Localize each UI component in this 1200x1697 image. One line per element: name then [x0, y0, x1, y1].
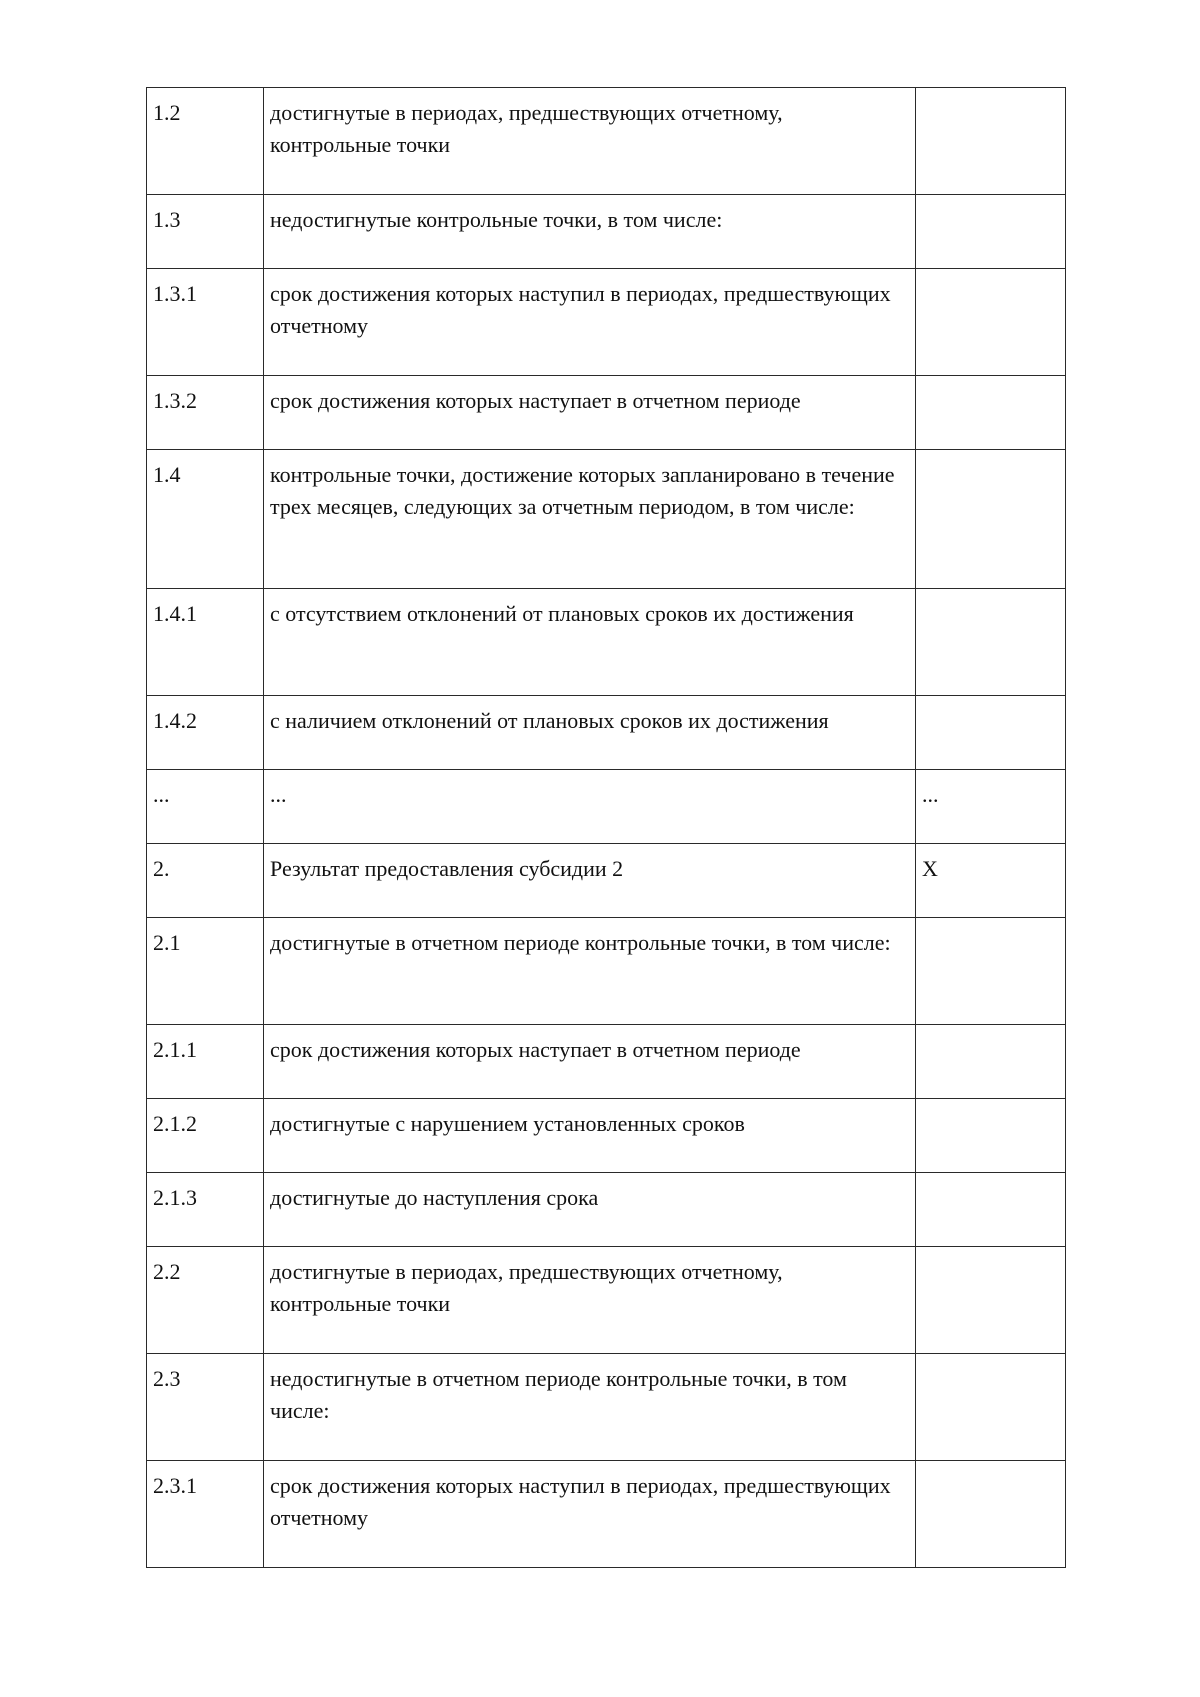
row-description: достигнутые в периодах, предшествующих отчетному, контрольные точки: [264, 88, 916, 195]
row-value: [916, 195, 1066, 269]
row-value: ...: [916, 770, 1066, 844]
row-number: 2.3.1: [147, 1461, 264, 1568]
row-number: 1.4: [147, 450, 264, 589]
row-value: [916, 376, 1066, 450]
row-value: X: [916, 844, 1066, 918]
row-number: 2.3: [147, 1354, 264, 1461]
row-number: 2.1.2: [147, 1099, 264, 1173]
row-number: 1.3: [147, 195, 264, 269]
row-value: [916, 918, 1066, 1025]
row-number: 1.2: [147, 88, 264, 195]
table-row: [147, 589, 1066, 696]
row-description: достигнутые до наступления срока: [264, 1173, 916, 1247]
row-number: 1.4.2: [147, 696, 264, 770]
row-number: 2.1.1: [147, 1025, 264, 1099]
row-description: ...: [264, 770, 916, 844]
table-row: [147, 770, 1066, 844]
row-description: недостигнутые контрольные точки, в том числе:: [264, 195, 916, 269]
row-value: [916, 1099, 1066, 1173]
table-row: [147, 269, 1066, 376]
row-description: достигнутые в отчетном периоде контрольные точки, в том числе:: [264, 918, 916, 1025]
row-description: с наличием отклонений от плановых сроков их достижения: [264, 696, 916, 770]
row-value: [916, 88, 1066, 195]
row-number: 2.1: [147, 918, 264, 1025]
table-row: [147, 1354, 1066, 1461]
row-description: достигнутые в периодах, предшествующих отчетному, контрольные точки: [264, 1247, 916, 1354]
row-description: срок достижения которых наступает в отчетном периоде: [264, 1025, 916, 1099]
row-number: 2.: [147, 844, 264, 918]
table-row: [147, 844, 1066, 918]
row-number: 2.2: [147, 1247, 264, 1354]
row-value: [916, 1354, 1066, 1461]
table-row: [147, 376, 1066, 450]
table-row: [147, 918, 1066, 1025]
row-number: ...: [147, 770, 264, 844]
row-value: [916, 1173, 1066, 1247]
row-number: 2.1.3: [147, 1173, 264, 1247]
table-row: [147, 88, 1066, 195]
control-points-table: [146, 87, 1066, 1568]
table-row: [147, 195, 1066, 269]
row-number: 1.4.1: [147, 589, 264, 696]
table-row: [147, 1099, 1066, 1173]
row-description: срок достижения которых наступает в отчетном периоде: [264, 376, 916, 450]
row-value: [916, 450, 1066, 589]
row-description: Результат предоставления субсидии 2: [264, 844, 916, 918]
row-value: [916, 1461, 1066, 1568]
table-row: [147, 1173, 1066, 1247]
row-value: [916, 269, 1066, 376]
row-value: [916, 1025, 1066, 1099]
row-description: достигнутые с нарушением установленных сроков: [264, 1099, 916, 1173]
table-row: [147, 1461, 1066, 1568]
row-value: [916, 589, 1066, 696]
row-description: срок достижения которых наступил в периодах, предшествующих отчетному: [264, 269, 916, 376]
row-description: недостигнутые в отчетном периоде контрольные точки, в том числе:: [264, 1354, 916, 1461]
row-number: 1.3.2: [147, 376, 264, 450]
table-row: [147, 450, 1066, 589]
row-description: контрольные точки, достижение которых запланировано в течение трех месяцев, следующих за отчетным периодом, в том числе:: [264, 450, 916, 589]
row-value: [916, 1247, 1066, 1354]
table-row: [147, 1247, 1066, 1354]
row-number: 1.3.1: [147, 269, 264, 376]
table-row: [147, 696, 1066, 770]
row-description: с отсутствием отклонений от плановых сроков их достижения: [264, 589, 916, 696]
table-row: [147, 1025, 1066, 1099]
row-value: [916, 696, 1066, 770]
row-description: срок достижения которых наступил в периодах, предшествующих отчетному: [264, 1461, 916, 1568]
